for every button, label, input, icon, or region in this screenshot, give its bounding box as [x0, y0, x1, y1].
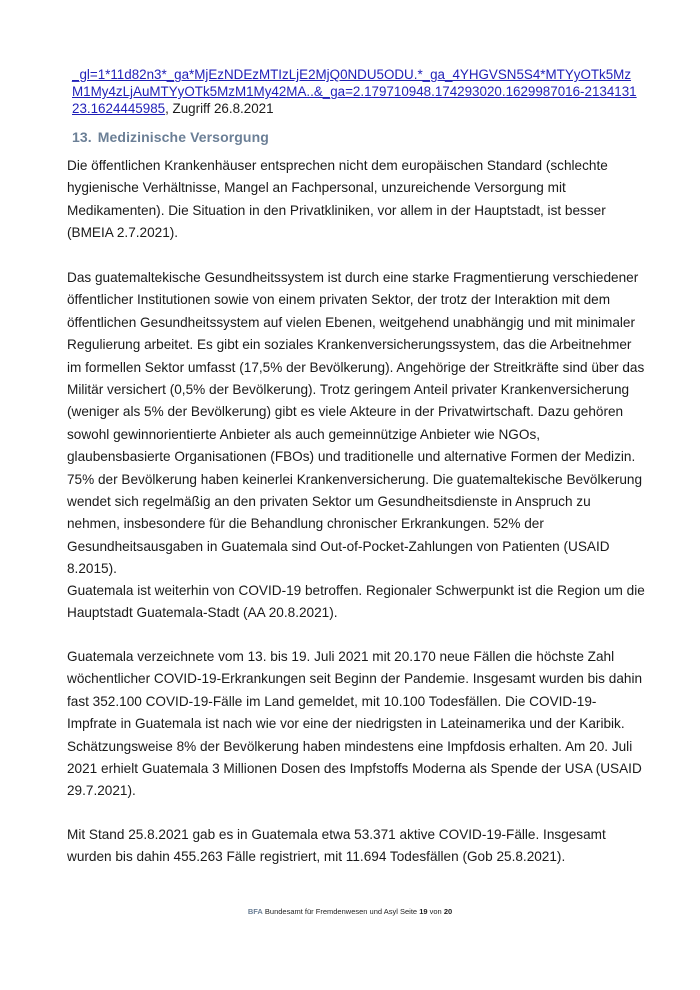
paragraph-3: Guatemala ist weiterhin von COVID-19 betroffen. Regionaler Schwerpunkt ist die Region um die Hauptstadt Guatemala-Stadt (AA 20.8.2021). [67, 583, 645, 621]
page-label: Seite [400, 907, 418, 916]
paragraph-5: Mit Stand 25.8.2021 gab es in Guatemala etwa 53.371 aktive COVID-19-Fälle. Insgesamt wurden bis dahin 455.263 Fälle registriert, mit 11.694 Todesfällen (Gob 25.8.2021). [67, 827, 606, 865]
page-current: 19 [419, 907, 428, 916]
paragraph-1: Die öffentlichen Krankenhäuser entsprechen nicht dem europäischen Standard (schlechte hygienische Verhältnisse, Mangel an Fachpersonal, unzureichende Versorgung mit Medikamenten). Die Situation in den Privatkliniken, vor allem in der Hauptstadt, ist besser (BMEIA 2.7.2021). [67, 158, 608, 241]
bfa-logo: BFA [247, 907, 263, 916]
paragraph-4: Guatemala verzeichnete vom 13. bis 19. Juli 2021 mit 20.170 neue Fällen die höchste Zahl wöchentlicher COVID-19-Erkrankungen seit Beginn der Pandemie. Insgesamt wurden bis dahin fast 352.100 COVID-19-Fälle im Land gemeldet, mit 10.100 Todesfällen. Die COVID-19-Impfrate in Guatemala ist nach wie vor eine der niedrigsten in Lateinamerika und der Karibik. Schätzungsweise 8% der Bevölkerung haben mindestens eine Impfdosis erhalten. Am 20. Juli 2021 erhielt Guatemala 3 Millionen Dosen des Impfstoffs Moderna als Spende der USA (USAID 29.7.2021). [67, 649, 643, 799]
page-footer [0, 907, 700, 916]
paragraph-2: Das guatemaltekische Gesundheitssystem ist durch eine starke Fragmentierung verschiedener öffentlicher Institutionen sowie von einem privaten Sektor, der trotz der Interaktion mit dem öffentlichen Gesundheitssystem auf vielen Ebenen, weitgehend unabhängig und mit minimaler Regulierung arbeitet. Es gibt ein soziales Krankenversicherungssystem, das die Arbeitnehmer im formellen Sektor umfasst (17,5% der Bevölkerung). Angehörige der Streitkräfte sind über das Militär versichert (0,5% der Bevölkerung). Trotz geringem Anteil privater Krankenversicherung (weniger als 5% der Bevölkerung) gibt es viele Akteure in der Privatwirtschaft. Dazu gehören sowohl gewinnorientierte Anbieter als auch gemeinnützige Anbieter wie NGOs, glaubensbasierte Organisationen (FBOs) und traditionelle und alternative Formen der Medizin. 75% der Bevölkerung haben keinerlei Krankenversicherung. Die guatemaltekische Bevölkerung wendet sich regelmäßig an den privaten Sektor um Gesundheitsdienste in Anspruch zu nehmen, insbesondere für die Behandlung chronischer Erkrankungen. 52% der Gesundheitsausgaben in Guatemala sind Out-of-Pocket-Zahlungen von Patienten (USAID 8.2015). [67, 270, 645, 577]
section-number: 13. [72, 129, 92, 145]
section-title: Medizinische Versorgung [97, 129, 269, 145]
source-reference [72, 66, 642, 117]
page-total: 20 [443, 907, 453, 916]
page-of: von [429, 907, 442, 916]
source-link[interactable]: _gl=1*11d82n3*_ga*MjEzNDEzMTIzLjE2MjQ0NDU5ODU.*_ga_4YHGVSN5S4*MTYyOTk5MzM1My4zLjAuMTYyOTk5MzM1My42MA..&_ga=2.179710948.174293020.1629987016-213413123.1624445985 [72, 67, 637, 116]
organization-name: Bundesamt für Fremdenwesen und Asyl [264, 907, 398, 916]
access-date: , Zugriff 26.8.2021 [165, 101, 274, 116]
section-heading [72, 129, 269, 145]
